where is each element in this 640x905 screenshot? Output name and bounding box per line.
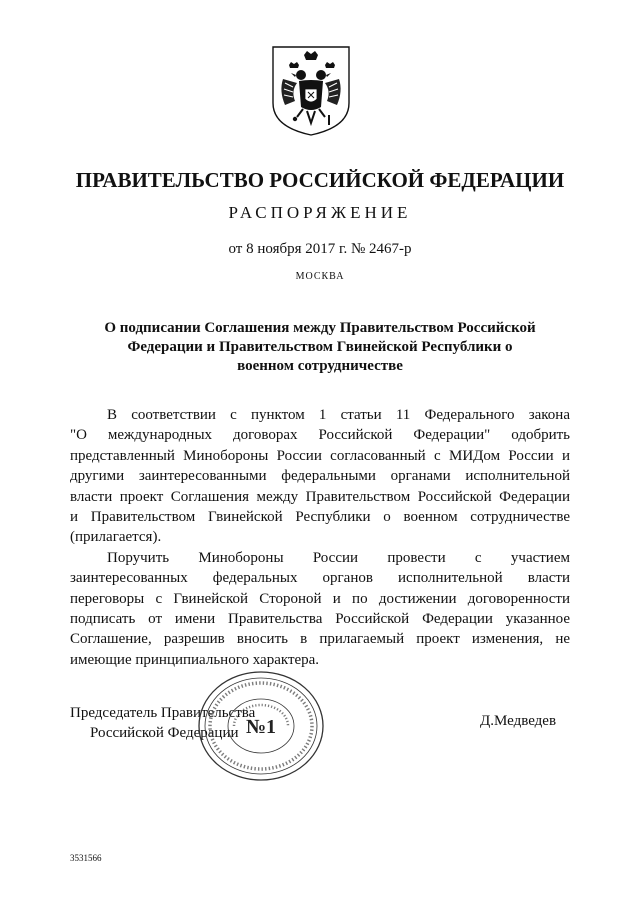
document-subject (80, 319, 560, 376)
document-type: РАСПОРЯЖЕНИЕ (228, 203, 412, 222)
body-line: заинтересованных федеральных органов исполнительной власти (70, 570, 570, 587)
signer-title-line: Российской Федерации (90, 725, 239, 741)
official-stamp (196, 669, 326, 783)
signer-name: Д.Медведев (480, 713, 557, 729)
body-line: имеющие принципиального характера. (70, 651, 320, 668)
body-line: Соглашение, разрешив вносить в прилагаемый проект изменения, не (70, 631, 570, 648)
stamp-number: №1 (245, 716, 277, 738)
body-line: В соответствии с пунктом 1 статьи 11 Федерального закона (107, 407, 570, 423)
body-line: представленный Минобороны России согласованный с МИДом России и (70, 447, 570, 464)
russian-coat-of-arms-icon (271, 45, 351, 137)
document-city: МОСКВА (295, 271, 345, 282)
body-line: власти проект Соглашения между Правительством Российской Федерации (70, 488, 570, 505)
body-line: подписать от имени Правительства Российской Федерации указанное (70, 610, 570, 627)
subject-line: Федерации и Правительством Гвинейской Республики о (127, 339, 513, 355)
document-code: 3531566 (70, 853, 102, 863)
body-line: Поручить Минобороны России провести с участием (107, 549, 570, 566)
body-line: другими заинтересованными федеральными органами исполнительной (70, 468, 570, 485)
document-body (70, 405, 570, 670)
document-date-number: от 8 ноября 2017 г. № 2467-р (228, 241, 412, 257)
body-line: переговоры с Гвинейской Стороной и по достижении договоренности (70, 590, 570, 607)
subject-line: О подписании Соглашения между Правительством Российской (104, 320, 536, 336)
body-line: "О международных договорах Российской Федерации" одобрить (70, 427, 570, 444)
body-line: и Правительством Гвинейской Республики о военном сотрудничестве (70, 508, 570, 525)
government-title: ПРАВИТЕЛЬСТВО РОССИЙСКОЙ ФЕДЕРАЦИИ (75, 168, 565, 192)
body-line: (прилагается). (70, 529, 162, 546)
subject-line: военном сотрудничестве (237, 358, 403, 374)
signer-title-line: Председатель Правительства (70, 705, 256, 721)
